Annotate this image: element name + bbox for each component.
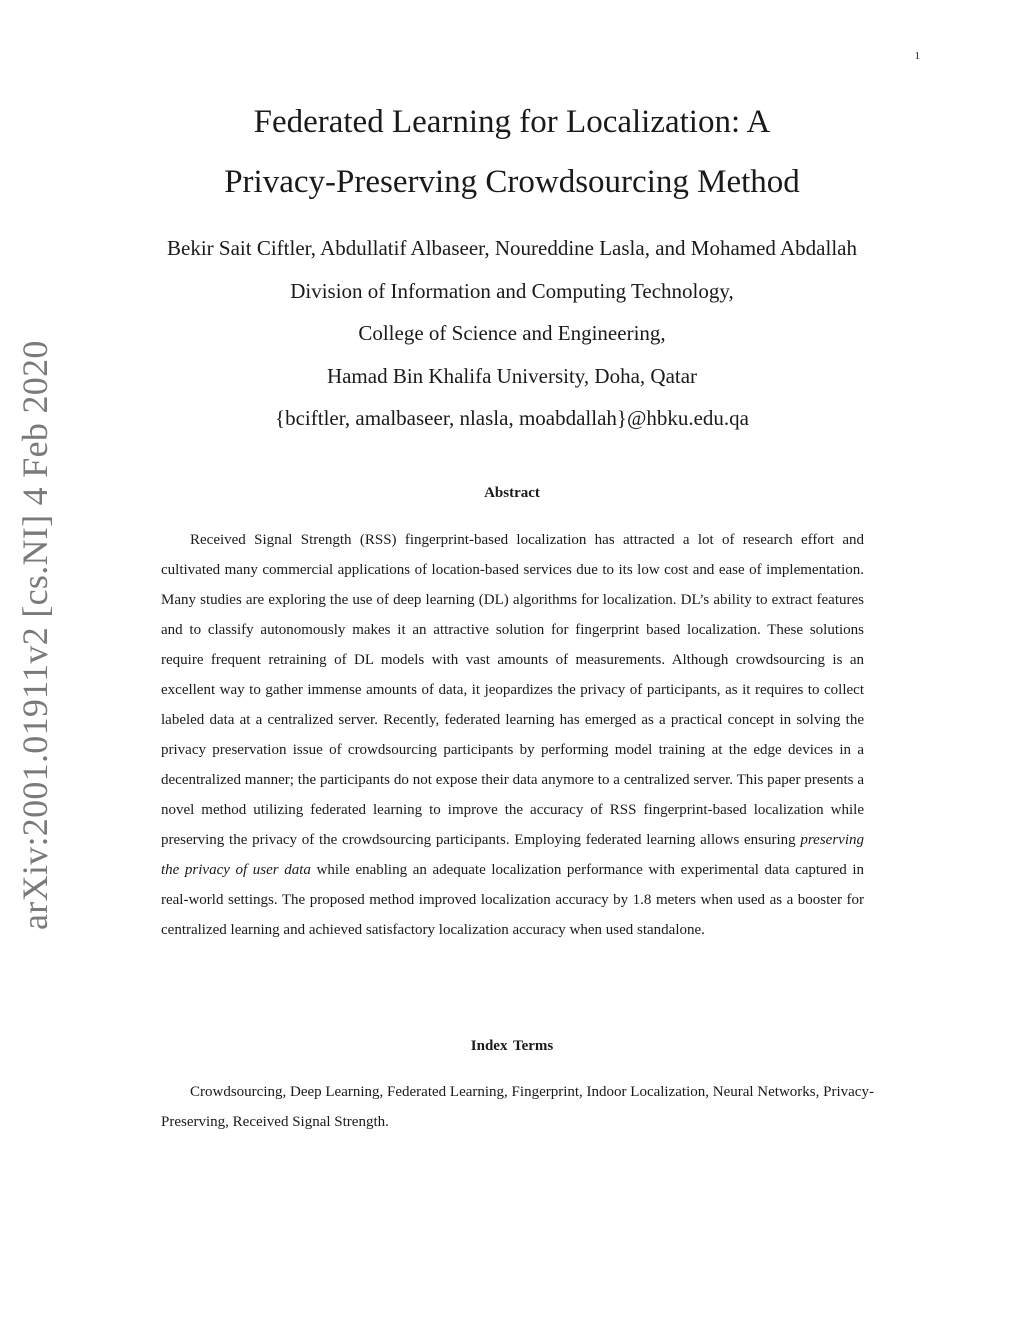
abstract-heading: Abstract: [484, 485, 540, 501]
paper-title-line-1: Federated Learning for Localization: A: [253, 104, 771, 140]
author-names: Bekir Sait Ciftler, Abdullatif Albaseer, Noureddine Lasla, and Mohamed Abdallah: [167, 236, 857, 260]
author-emails: {bciftler, amalbaseer, nlasla, moabdallah}@hbku.edu.qa: [275, 406, 749, 430]
author-block: [100, 227, 924, 440]
index-terms-heading: Index Terms: [470, 1038, 554, 1054]
abstract-text-part-1: Received Signal Strength (RSS) fingerprint-based localization has attracted a lot of research effort and cultivated many commercial applications of location-based services due to its low cost and ease of implementation. Many studies are exploring the use of deep learning (DL) algorithms for localization. DL’s ability to extract features and to classify autonomously makes it an attractive solution for fingerprint based localization. These solutions require frequent retraining of DL models with vast amounts of measurements. Although crowdsourcing is an excellent way to gather immense amounts of data, it jeopardizes the privacy of participants, as it requires to collect labeled data at a centralized server. Recently, federated learning has emerged as a practical concept in solving the privacy preservation issue of crowdsourcing participants by performing model training at the edge devices in a decentralized manner; the participants do not expose their data anymore to a centralized server. This paper presents a novel method utilizing federated learning to improve the accuracy of RSS fingerprint-based localization while preserving the privacy of the crowdsourcing participants. Employing federated learning allows ensuring: [161, 532, 864, 848]
affiliation-college: College of Science and Engineering,: [358, 321, 666, 345]
arxiv-identifier: arXiv:2001.01911v2 [cs.NI] 4 Feb 2020: [15, 340, 55, 930]
index-terms-text: Crowdsourcing, Deep Learning, Federated Learning, Fingerprint, Indoor Localization, Neural Networks, Privacy-Preserving, Received Signal Strength.: [161, 1084, 874, 1130]
paper-title-line-2: Privacy-Preserving Crowdsourcing Method: [224, 164, 800, 200]
affiliation-university: Hamad Bin Khalifa University, Doha, Qatar: [326, 363, 698, 388]
abstract-text-part-2: while enabling an adequate localization performance with experimental data captured in real-world settings. The proposed method improved localization accuracy by 1.8 meters when used as a booster for centralized learning and achieved satisfactory localization accuracy when used standalone.: [161, 862, 864, 938]
abstract-emphasis: preserving the privacy of user data: [161, 832, 864, 878]
abstract-text: [161, 525, 864, 945]
affiliation-division: Division of Information and Computing Technology,: [290, 278, 734, 303]
page-number: 1: [914, 50, 920, 62]
paper-title: [160, 92, 864, 212]
